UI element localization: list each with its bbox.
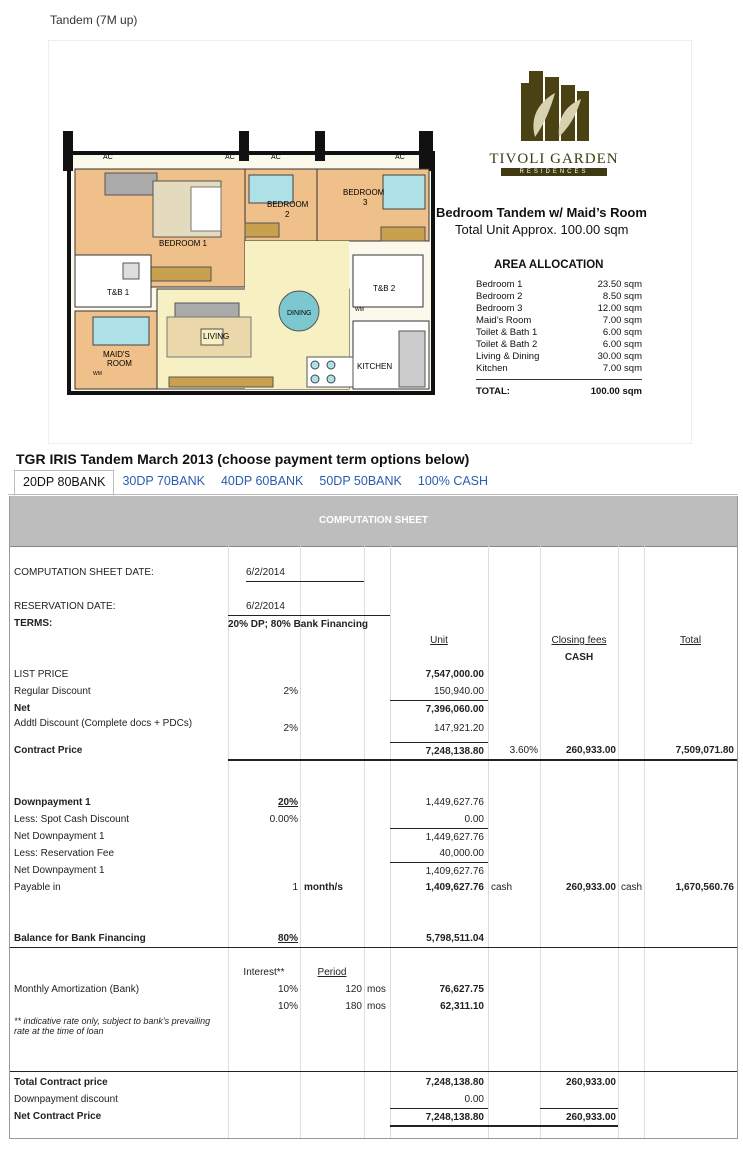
table-row: ** indicative rate only, subject to bank's prevailing rate at the time of loan	[14, 1016, 211, 1036]
table-row: CASH	[564, 652, 594, 663]
row-divider	[10, 1071, 737, 1073]
logo-sub: RESIDENCES	[501, 168, 607, 176]
area-row: Living & Dining 30.00 sqm	[476, 351, 642, 362]
area-row: Bedroom 2 8.50 sqm	[476, 291, 642, 302]
table-row: LIST PRICE 7,547,000.00	[14, 669, 484, 680]
area-row: Bedroom 3 12.00 sqm	[476, 303, 642, 314]
payment-tabs	[14, 470, 496, 494]
sheet-title: TGR IRIS Tandem March 2013 (choose payment term options below)	[16, 451, 470, 467]
wm-label: WM	[355, 307, 364, 313]
table-row: Payable in 1 month/s 1,409,627.76 cash 260,933.00 cash 1,670,560.76	[14, 882, 734, 893]
area-row: Maid’s Room 7.00 sqm	[476, 315, 642, 326]
ac-label: AC	[271, 154, 281, 161]
area-total: TOTAL: 100.00 sqm	[476, 386, 642, 397]
room-label-tb1: T&B 1	[107, 288, 130, 297]
floor-plan-image	[48, 40, 692, 444]
tab-100-cash[interactable]: 100% CASH	[417, 474, 489, 488]
table-row: RESERVATION DATE: 6/2/2014	[14, 601, 285, 612]
computation-grid	[10, 546, 737, 1138]
plan-title: Bedroom Tandem w/ Maid’s Room	[436, 205, 647, 220]
wm-label: WM	[93, 371, 102, 377]
table-row: Less: Reservation Fee 40,000.00	[14, 848, 484, 859]
ac-label: AC	[225, 154, 235, 161]
room-label-living: LIVING	[203, 332, 230, 341]
table-row: Regular Discount 2% 150,940.00	[14, 686, 484, 697]
table-row: Net Downpayment 1 1,409,627.76	[10, 862, 737, 879]
room-label-maid-room: ROOM	[107, 359, 132, 368]
plan-subtitle: Total Unit Approx. 100.00 sqm	[455, 222, 629, 237]
room-label-bedroom3: BEDROOM	[343, 188, 385, 197]
area-table	[476, 279, 642, 397]
table-row: Net Contract Price 7,248,138.80 260,933.00	[10, 1108, 737, 1125]
computation-header: COMPUTATION SHEET	[10, 496, 737, 547]
table-row: Downpayment 1 20% 1,449,627.76	[14, 797, 484, 808]
room-label-maid: MAID'S	[103, 350, 130, 359]
tab-50dp-50bank[interactable]: 50DP 50BANK	[319, 474, 402, 488]
table-row: Monthly Amortization (Bank) 10% 120 mos 76,627.75	[14, 984, 484, 995]
table-row: Less: Spot Cash Discount 0.00% 0.00	[14, 814, 484, 825]
table-row: Total Contract price 7,248,138.80 260,933.00	[14, 1077, 616, 1088]
tab-40dp-60bank[interactable]: 40DP 60BANK	[220, 474, 304, 488]
table-row: Interest** Period	[243, 967, 347, 978]
ac-label: AC	[103, 154, 113, 161]
table-row: TERMS: 20% DP; 80% Bank Financing	[10, 615, 737, 632]
area-divider	[476, 379, 642, 380]
tab-20dp-80bank[interactable]: 20DP 80BANK	[14, 470, 114, 496]
area-title: AREA ALLOCATION	[494, 259, 604, 271]
ac-label: AC	[395, 154, 405, 161]
tab-divider	[8, 494, 738, 495]
table-row: Net Downpayment 1 1,449,627.76	[10, 828, 737, 845]
table-row: Contract Price 7,248,138.80 3.60% 260,933.00 7,509,071.80	[10, 742, 737, 759]
table-row: Net 7,396,060.00	[10, 700, 737, 717]
double-rule	[228, 759, 737, 762]
computation-sheet	[9, 496, 738, 1139]
room-label-bedroom2: BEDROOM	[267, 200, 309, 209]
table-row: Balance for Bank Financing 80% 5,798,511.04	[14, 933, 484, 944]
tab-30dp-70bank[interactable]: 30DP 70BANK	[122, 474, 205, 488]
table-row: Downpayment discount 0.00	[14, 1094, 484, 1105]
room-label-kitchen: KITCHEN	[357, 362, 393, 371]
area-row: Toilet & Bath 1 6.00 sqm	[476, 327, 642, 338]
table-row: COMPUTATION SHEET DATE: 6/2/2014	[10, 564, 737, 581]
room-label-tb2: T&B 2	[373, 284, 396, 293]
room-label-bedroom1: BEDROOM 1	[159, 239, 208, 248]
table-row: 10% 180 mos 62,311.10	[277, 1001, 484, 1012]
room-label-bedroom3-num: 3	[363, 198, 368, 207]
logo-name: TIVOLI GARDEN	[489, 151, 619, 167]
room-label-dining: DINING	[287, 310, 312, 317]
page-label: Tandem (7M up)	[50, 13, 138, 27]
row-divider	[10, 947, 737, 949]
room-label-bedroom2-num: 2	[285, 210, 290, 219]
table-row: Addtl Discount (Complete docs + PDCs) 2% 147,921.20	[14, 718, 484, 734]
area-row: Toilet & Bath 2 6.00 sqm	[476, 339, 642, 350]
double-rule	[390, 1125, 618, 1128]
table-row: Unit Closing fees Total	[430, 635, 702, 646]
floor-plan-drawing	[63, 131, 443, 401]
area-row: Bedroom 1 23.50 sqm	[476, 279, 642, 290]
area-row: Kitchen 7.00 sqm	[476, 363, 642, 374]
